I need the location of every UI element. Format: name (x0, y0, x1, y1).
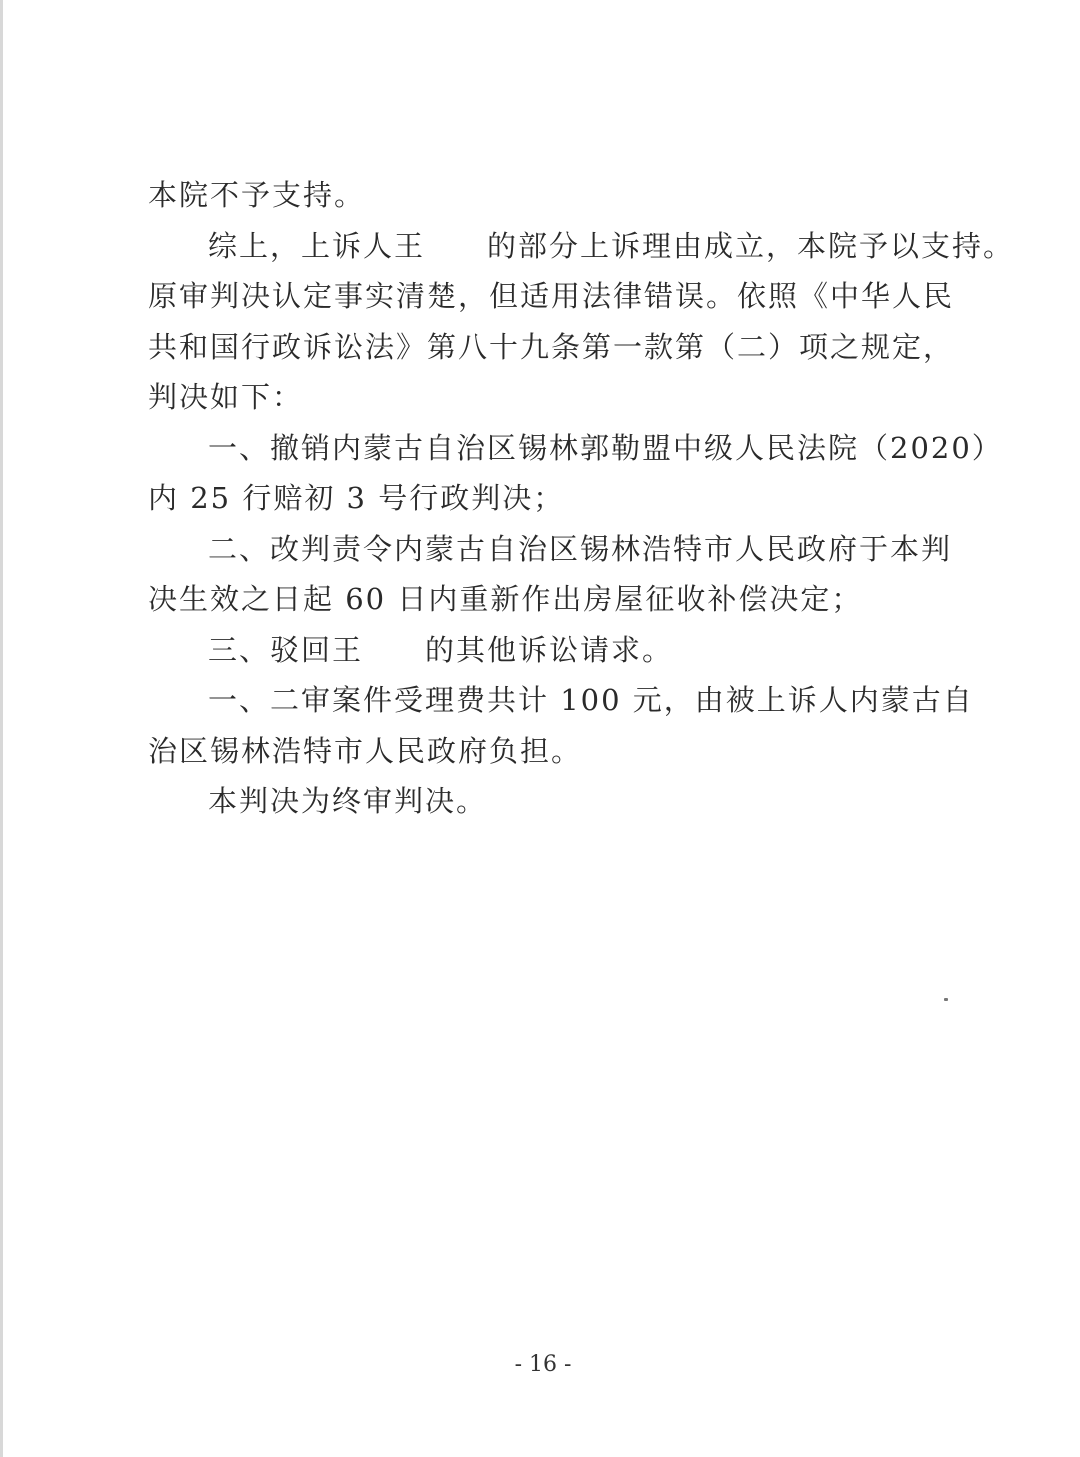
text-line: 二、改判责令内蒙古自治区锡林浩特市人民政府于本判 (208, 531, 953, 566)
text-line: 本院不予支持。 (148, 178, 366, 212)
text-line: 一、二审案件受理费共计 100 元，由被上诉人内蒙古自 (208, 683, 974, 717)
text-line: 综上，上诉人王 的部分上诉理由成立，本院予以支持。 (208, 228, 1015, 263)
text-line: 治区锡林浩特市人民政府负担。 (148, 733, 583, 768)
judgment-text (148, 170, 1015, 827)
text-line: 判决如下： (148, 380, 304, 414)
text-line: 一、撤销内蒙古自治区锡林郭勒盟中级人民法院（2020） (208, 430, 1003, 465)
page-number: - 16 - (514, 1352, 572, 1377)
text-line: 三、驳回王 的其他诉讼请求。 (208, 632, 674, 667)
text-line: 原审判决认定事实清楚，但适用法律错误。依照《中华人民 (148, 279, 955, 313)
text-line: 内 25 行赔初 3 号行政判决； (148, 481, 565, 515)
text-line: 共和国行政诉讼法》第八十九条第一款第（二）项之规定， (148, 329, 955, 364)
scan-speck (944, 998, 948, 1001)
text-line: 决生效之日起 60 日内重新作出房屋征收补偿决定； (148, 582, 863, 616)
text-line: 本判决为终审判决。 (208, 784, 488, 818)
